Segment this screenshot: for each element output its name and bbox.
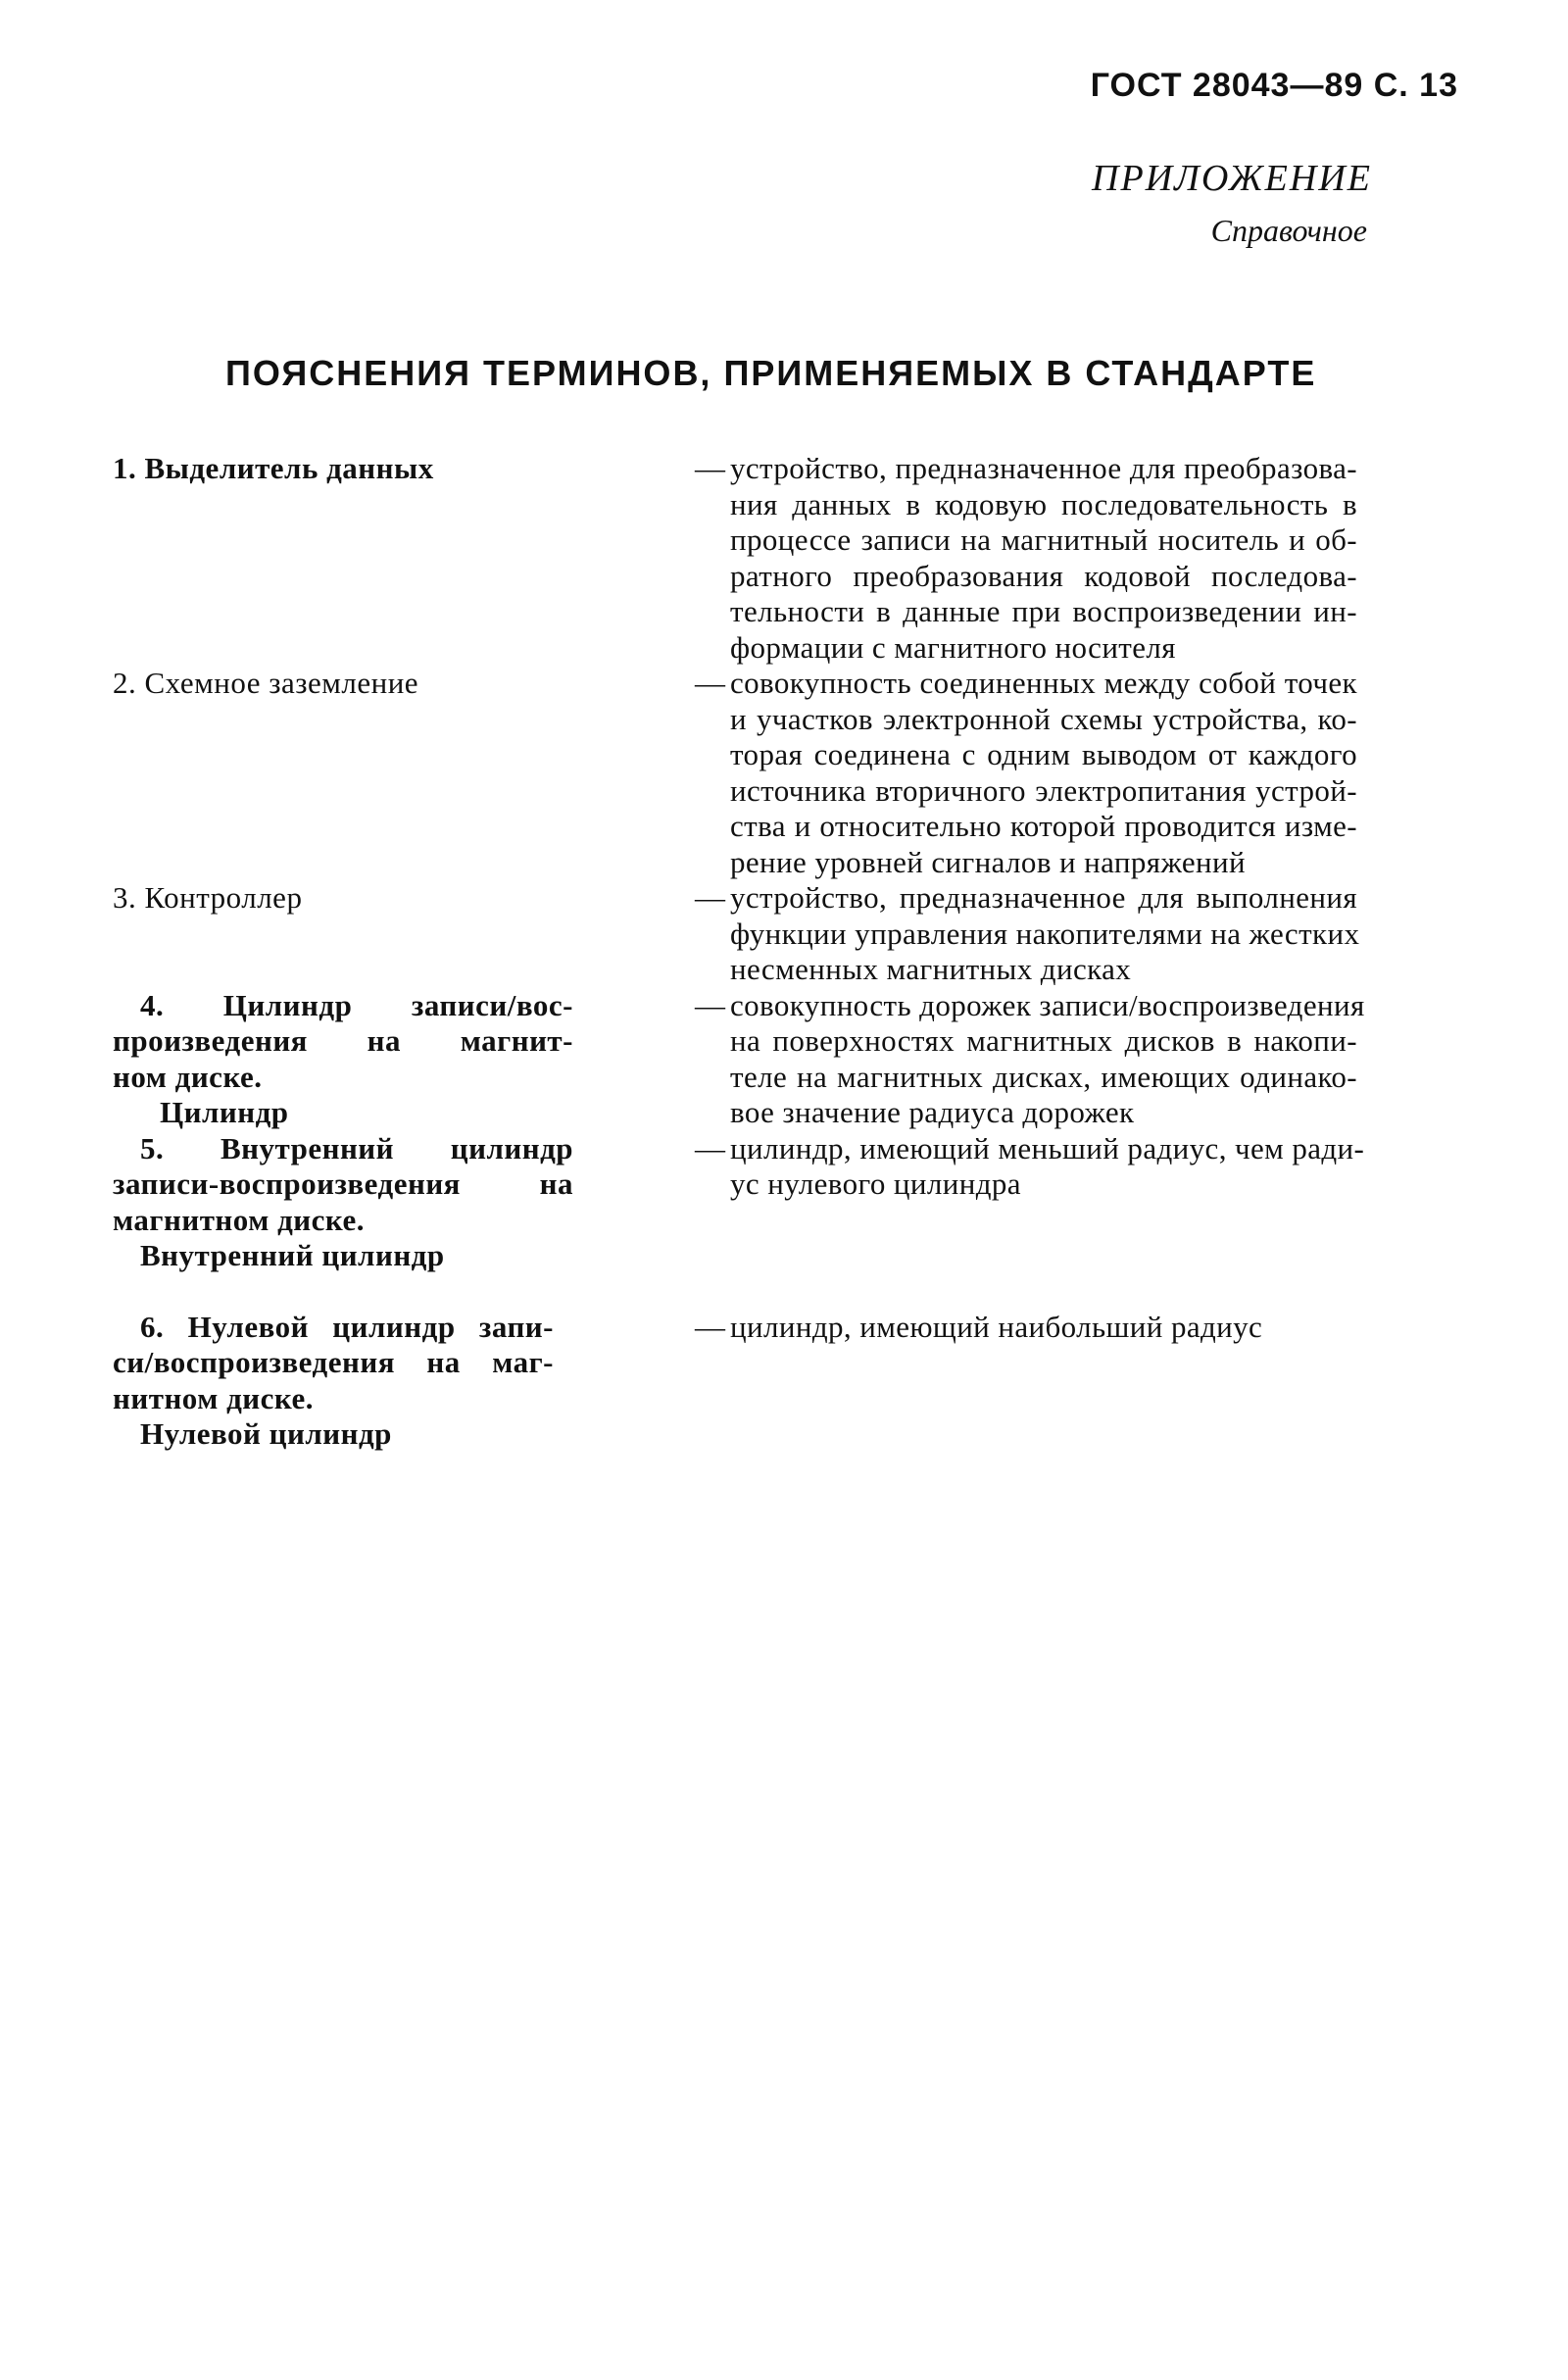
definition-line: формации с магнитного носителя (730, 629, 1176, 665)
term-dash: — (695, 451, 724, 485)
term-line: магнитном диске. (113, 1202, 365, 1237)
definition-line: совокупность соединенных между собой точек (730, 666, 1357, 700)
appendix-subtitle: Справочное (1210, 213, 1367, 248)
term-name (113, 666, 573, 702)
definition-line: торая соединена с одним выводом от каждого (730, 737, 1357, 771)
terms-list (113, 451, 1470, 1453)
term-definition (730, 1310, 1357, 1346)
term-definition (730, 987, 1365, 1131)
term-line: нитном диске. (113, 1380, 314, 1415)
definition-line: функции управления накопителями на жестких (730, 916, 1360, 951)
document-title: ПОЯСНЕНИЯ ТЕРМИНОВ, ПРИМЕНЯЕМЫХ В СТАНДАРТЕ (225, 353, 1317, 393)
term-name (113, 451, 573, 487)
term-dash: — (695, 880, 724, 915)
definition-line: рение уровней сигналов и напряжений (730, 844, 1246, 879)
definition-line: ства и относительно которой проводится изме- (730, 809, 1357, 843)
term-line: Внутренний цилиндр (140, 1238, 445, 1272)
term-line: 2. Схемное заземление (113, 666, 419, 700)
term-line: Нулевой цилиндр (140, 1416, 392, 1451)
term-definition (730, 1130, 1365, 1203)
appendix-title: ПРИЛОЖЕНИЕ (1092, 158, 1372, 199)
definition-line: источника вторичного электропитания устрой- (730, 772, 1357, 808)
definition-line: и участков электронной схемы устройства, ко- (730, 701, 1357, 736)
term-line: 4. Цилиндр записи/вос- (140, 987, 573, 1022)
term-entry (113, 451, 1470, 666)
term-definition (730, 880, 1360, 988)
term-line: 6. Нулевой цилиндр запи- (140, 1309, 554, 1344)
term-dash: — (695, 666, 724, 700)
term-entry (113, 880, 1470, 988)
term-entry (113, 666, 1470, 880)
term-entry (113, 1310, 1470, 1453)
definition-line: ус нулевого цилиндра (730, 1166, 1021, 1201)
definition-line: устройство, предназначенное для выполнения (730, 880, 1357, 915)
term-definition (730, 451, 1357, 666)
term-line: си/воспроизведения на маг- (113, 1345, 554, 1379)
definition-line: ратного преобразования кодовой последова- (730, 558, 1357, 593)
term-definition (730, 666, 1357, 880)
definition-line: процессе записи на магнитный носитель и об- (730, 522, 1357, 557)
definition-line: ния данных в кодовую последовательность в (730, 486, 1357, 521)
term-line: 5. Внутренний цилиндр (140, 1130, 573, 1165)
term-dash: — (695, 1130, 724, 1165)
term-entry (113, 988, 1470, 1131)
definition-line: совокупность дорожек записи/воспроизведения (730, 987, 1365, 1022)
term-dash: — (695, 987, 724, 1022)
term-name (113, 988, 573, 1131)
term-name (113, 880, 573, 917)
standard-page-header: ГОСТ 28043—89 С. 13 (1090, 67, 1458, 104)
term-line: 1. Выделитель данных (113, 451, 434, 485)
term-entry (113, 1131, 1470, 1274)
definition-line: тельности в данные при воспроизведении ин- (730, 594, 1357, 628)
term-line: 3. Контроллер (113, 880, 303, 915)
term-name (113, 1131, 573, 1274)
definition-line: теле на магнитных дисках, имеющих одинако- (730, 1059, 1357, 1094)
definition-line: цилиндр, имеющий меньший радиус, чем ради- (730, 1130, 1365, 1165)
term-name (113, 1310, 573, 1453)
term-line: ном диске. (113, 1059, 263, 1094)
term-line: записи-воспроизведения на (113, 1166, 573, 1201)
term-dash: — (695, 1309, 724, 1344)
term-line: произведения на магнит- (113, 1023, 573, 1058)
definition-line: несменных магнитных дисках (730, 952, 1132, 986)
definition-line: вое значение радиуса дорожек (730, 1095, 1135, 1129)
term-line: Цилиндр (160, 1095, 289, 1129)
definition-line: устройство, предназначенное для преобразова- (730, 451, 1357, 485)
definition-line: цилиндр, имеющий наибольший радиус (730, 1309, 1263, 1344)
definition-line: на поверхностях магнитных дисков в накопи- (730, 1023, 1357, 1058)
